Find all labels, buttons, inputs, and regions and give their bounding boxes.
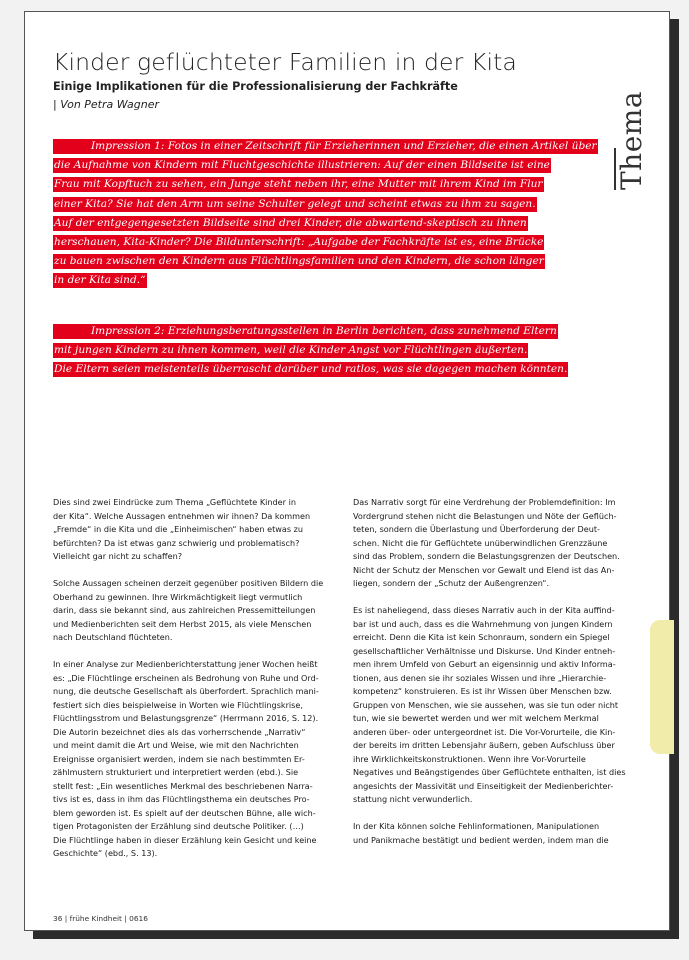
text-line: stattung nicht verwunderlich.	[353, 794, 473, 804]
highlight-line: Frau mit Kopftuch zu sehen, ein Junge steht neben ihr, eine Mutter mit ihrem Kind im Flur	[54, 178, 543, 191]
text-line: Die Autorin bezeichnet dies als das vorherrschende „Narrativ“	[53, 726, 306, 737]
text-line: angesichts der Massivität und Einseitigkeit der Medienberichter-	[353, 780, 614, 791]
text-line: und Medienberichten seit dem Herbst 2015, als viele Menschen	[53, 618, 312, 629]
text-line: schen. Nicht die für Geflüchtete unüberwindlichen Grenzzäune	[353, 537, 608, 548]
highlight-line: Impression 1: Fotos in einer Zeitschrift für Erzieherinnen und Erzieher, die einen Artikel über	[53, 139, 598, 154]
text-line: sind das Problem, sondern die Belastungsgrenzen der Deutschen.	[353, 551, 620, 561]
impression-1	[53, 137, 653, 291]
text-line: tun, wie sie bewertet werden und wer mit welchem Merkmal	[353, 713, 599, 723]
text-line: Geschichte“ (ebd., S. 13).	[53, 848, 158, 858]
text-line: nach Deutschland flüchteten.	[53, 632, 173, 642]
paragraph	[353, 820, 638, 847]
paragraph	[53, 577, 338, 645]
text-line: tigen Protagonisten der Erzählung sind deutsche Politiker. (…)	[53, 821, 304, 831]
text-line: befürchten? Da ist etwas ganz schwierig und problematisch?	[53, 537, 300, 548]
text-line: Die Flüchtlinge haben in dieser Erzählung kein Gesicht und keine	[53, 834, 317, 845]
text-line: kompetenz“ konstruieren. Es ist ihr Wissen über Menschen bzw.	[353, 686, 612, 696]
text-line: nung, die deutsche Gesellschaft als überfordert. Sprachlich mani-	[53, 686, 319, 696]
article-subtitle: Einige Implikationen für die Professionalisierung der Fachkräfte	[53, 80, 458, 93]
highlight-line: Die Eltern seien meistenteils überrascht darüber und ratlos, was sie dagegen machen könnten.	[54, 363, 568, 376]
text-line: In einer Analyse zur Medienberichterstattung jener Wochen heißt	[53, 659, 318, 669]
highlight-line: herschauen, Kita-Kinder? Die Bildunterschrift: „Aufgabe der Fachkräfte ist es, eine Brücke	[54, 235, 544, 248]
text-line: und Panikmache bestätigt und bedient werden, indem man die	[353, 834, 609, 845]
article-author: | Von Petra Wagner	[53, 98, 160, 111]
text-line: Negatives und Beängstigendes über Geflüchtete enthalten, ist dies	[353, 767, 626, 777]
text-line: „Fremde“ in die Kita und die „Einheimischen“ haben etwas zu	[53, 524, 303, 534]
text-line: Ereignisse organisiert werden, indem sie nach bestimmten Er-	[53, 753, 305, 764]
text-line: liegen, sondern der „Schutz der Außengrenzen“.	[353, 578, 550, 588]
text-line: gesellschaftlicher Verhältnisse und Diskurse. Und Kinder entneh-	[353, 645, 616, 656]
text-line: Oberhand zu gewinnen. Ihre Wirkmächtigkeit liegt vermutlich	[53, 591, 303, 602]
highlight-line: Impression 2: Erziehungsberatungsstellen in Berlin berichten, dass zunehmend Eltern	[53, 324, 558, 339]
text-line: Solche Aussagen scheinen derzeit gegenüber positiven Bildern die	[53, 578, 324, 588]
highlight-line: mit jungen Kindern zu ihnen kommen, weil die Kinder Angst vor Flüchtlingen äußerten.	[54, 344, 528, 357]
magazine-page	[24, 11, 670, 931]
text-line: festiert sich dies beispielweise in Worten wie Flüchtlingskrise,	[53, 699, 303, 710]
highlight-line: einer Kita? Sie hat den Arm um seine Schulter gelegt und scheint etwas zu ihm zu sagen.	[54, 197, 536, 210]
text-line: bar ist und auch, dass es die Wahrnehmung von jungen Kindern	[353, 618, 613, 629]
text-line: tivs ist es, dass in ihm das Flüchtlingsthema ein deutsches Pro-	[53, 794, 310, 804]
text-line: Nicht der Schutz der Menschen vor Gewalt und Elend ist das An-	[353, 564, 615, 575]
text-line: erreicht. Denn die Kita ist kein Schonraum, sondern ein Spiegel	[353, 632, 610, 642]
section-label: Thema	[615, 90, 648, 190]
text-line: men ihrem Umfeld von Geburt an eigensinnig und aktiv Informa-	[353, 659, 616, 669]
text-line: Dies sind zwei Eindrücke zum Thema „Geflüchtete Kinder in	[53, 497, 296, 507]
highlight-line: Auf der entgegengesetzten Bildseite sind drei Kinder, die abwartend-skeptisch zu ihnen	[54, 216, 527, 229]
text-line: stellt fest: „Ein wesentliches Merkmal des beschriebenen Narra-	[53, 780, 313, 791]
text-line: Flüchtlingsstrom und Belastungsgrenze“ (Herrmann 2016, S. 12).	[53, 713, 319, 723]
text-line: und meint damit die Art und Weise, wie mit den Nachrichten	[53, 740, 299, 750]
highlight-line: in der Kita sind.“	[54, 274, 146, 287]
highlight-line: zu bauen zwischen den Kindern aus Flüchtlingsfamilien und den Kindern, die schon länger	[54, 255, 544, 268]
side-tab-marker	[650, 620, 674, 754]
text-line: ihre Wirklichkeitskonstruktionen. Wenn ihre Vor-Vorurteile	[353, 753, 586, 764]
text-line: darin, dass sie bekannt sind, aus zahlreichen Pressemitteilungen	[53, 605, 316, 615]
article-title: Kinder geflüchteter Familien in der Kita	[53, 48, 517, 76]
left-text-column	[53, 496, 338, 874]
text-line: Es ist naheliegend, dass dieses Narrativ auch in der Kita auffind-	[353, 605, 615, 615]
text-line: Vielleicht gar nicht zu schaffen?	[53, 551, 183, 561]
text-line: Das Narrativ sorgt für eine Verdrehung der Problemdefinition: Im	[353, 497, 616, 507]
text-line: der Kita“. Welche Aussagen entnehmen wir ihnen? Da kommen	[53, 510, 311, 521]
page-footer: 36 | frühe Kindheit | 0616	[53, 914, 148, 923]
text-line: es: „Die Flüchtlinge erscheinen als Bedrohung von Ruhe und Ord-	[53, 672, 319, 683]
text-line: Vordergrund stehen nicht die Belastungen und Nöte der Geflüch-	[353, 510, 617, 521]
text-line: tionen, aus denen sie ihr soziales Wissen und ihre „Hierarchie-	[353, 672, 607, 683]
text-line: Gruppen von Menschen, wie sie aussehen, was sie tun oder nicht	[353, 699, 619, 710]
paragraph	[53, 496, 338, 564]
text-line: In der Kita können solche Fehlinformationen, Manipulationen	[353, 821, 600, 831]
paragraph	[353, 604, 638, 807]
text-line: blem geworden ist. Es spielt auf der deutschen Bühne, alle wich-	[53, 807, 316, 818]
highlight-line: die Aufnahme von Kindern mit Fluchtgeschichte illustrieren: Auf der einen Bildseite ist eine	[54, 159, 550, 172]
text-line: der bereits im dritten Lebensjahr äußern, geben Aufschluss über	[353, 740, 615, 750]
text-line: anderen über- oder untergeordnet ist. Die Vor-Vorurteile, die Kin-	[353, 726, 616, 737]
paragraph	[353, 496, 638, 591]
impression-2	[53, 322, 653, 380]
paragraph	[53, 658, 338, 861]
text-line: zählmustern strukturiert und interpretiert werden (ebd.). Sie	[53, 767, 299, 777]
text-line: teten, sondern die Überlastung und Überforderung der Deut-	[353, 524, 600, 534]
right-text-column	[353, 496, 638, 861]
